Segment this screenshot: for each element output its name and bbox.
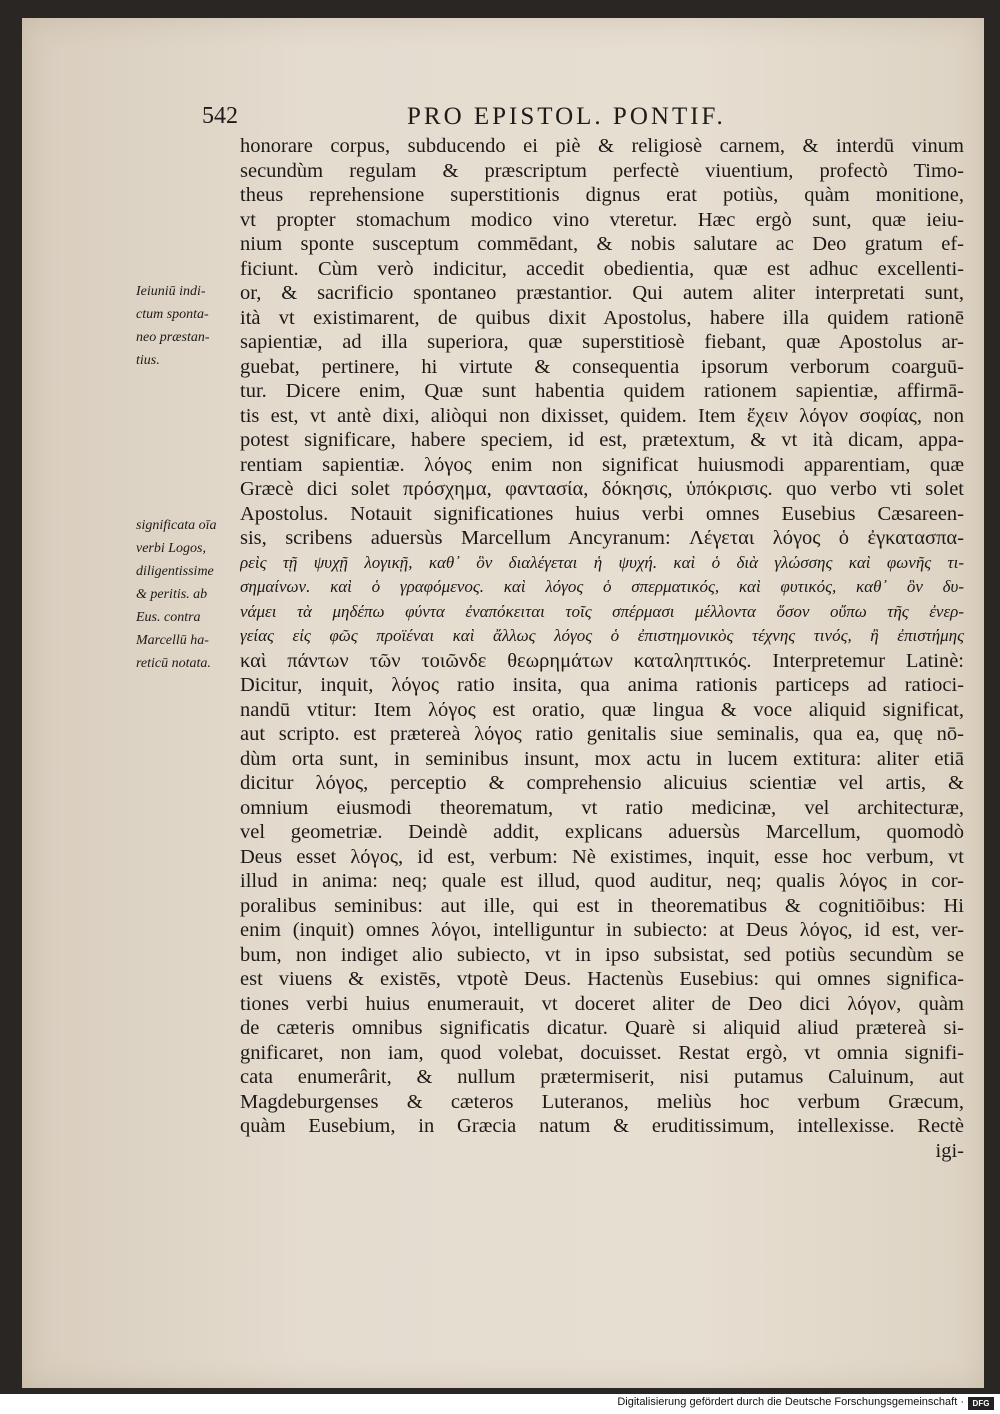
- text-line: ficiunt. Cùm verò indicitur, accedit obedientia, quæ est adhuc excellenti-: [240, 257, 964, 280]
- catchword: igi-: [935, 1139, 964, 1162]
- margin-note-line: Ieiuniū indi-: [136, 284, 206, 299]
- running-title: PRO EPISTOL. PONTIF.: [407, 103, 726, 130]
- margin-note-line: ctum sponta-: [136, 307, 209, 322]
- text-line: καὶ πάντων τῶν τοιῶνδε θεωρημάτων καταληπτικός. Interpretemur Latinè:: [240, 649, 964, 672]
- text-line: dicitur λόγος, perceptio & comprehensio alicuius scientiæ vel artis, &: [240, 772, 964, 794]
- text-line: tur. Dicere enim, Quæ sunt habentia quidem rationem sapientiæ, affirmā-: [240, 380, 964, 402]
- margin-note-line: & peritis. ab: [136, 587, 208, 602]
- margin-note-line: Marcellū ha-: [136, 633, 209, 648]
- text-line: secundùm regulam & præscriptum perfectè viuentium, profectò Timo-: [240, 159, 964, 182]
- text-line: theus reprehensione superstitionis dignus erat potiùs, quàm monitione,: [240, 184, 964, 206]
- margin-note-line: significata oīa: [136, 518, 217, 533]
- text-line: omnium eiusmodi theorematum, vt ratio medicinæ, vel architecturæ,: [240, 796, 964, 819]
- text-line: est viuens & existēs, vtpotè Deus. Hactenùs Eusebius: qui omnes significa-: [240, 968, 964, 990]
- margin-note-fasting: [136, 280, 236, 372]
- text-line: quàm Eusebium, in Græcia natum & eruditissimum, intellexisse. Rectè: [240, 1115, 964, 1137]
- page-number: 542: [202, 103, 238, 129]
- margin-note-logos: [136, 514, 236, 675]
- text-line: rentiam sapientiæ. λόγος enim non significat huiusmodi apparentiam, quæ: [240, 453, 964, 476]
- text-line: de cæteris omnibus significatis dicatur. Quarè si aliquid aliud prætereà si-: [240, 1017, 964, 1039]
- text-line: sis, scribens aduersùs Marcellum Ancyranum: Λέγεται λόγος ὁ ἐγκατασπα-: [240, 527, 964, 549]
- greek-quote-line: σημαίνων. καὶ ὁ γραφόμενος. καὶ λόγος ὁ σπερματικός, καὶ φυτικός, καθ᾽ ὃν δυ-: [240, 577, 964, 596]
- margin-note-line: neo præstan-: [136, 330, 210, 345]
- text-line: vel geometriæ. Deindè addit, explicans aduersùs Marcellum, quomodò: [240, 821, 964, 843]
- digitization-footer: [0, 1394, 1000, 1414]
- text-line: Apostolus. Notauit significationes huius verbi omnes Eusebius Cæsareen-: [240, 502, 964, 525]
- margin-note-line: reticū notata.: [136, 656, 211, 671]
- text-line: or, & sacrificio spontaneo præstantior. Qui autem aliter interpretati sunt,: [240, 282, 964, 304]
- body-text: [240, 134, 964, 1163]
- greek-quote-line: νάμει τὰ μηδέπω φύντα ἐναπόκειται τοῖς σπέρμασι μέλλοντα ὅσον οὔπω τῆς ἐνερ-: [240, 601, 964, 621]
- text-line: nium sponte susceptum commēdant, & nobis salutare ac Deo gratum ef-: [240, 233, 964, 255]
- text-line: vt propter stomachum modico vino vteretur. Hæc ergò sunt, quæ ieiu-: [240, 208, 964, 231]
- greek-quote-line: ρεὶς τῇ ψυχῇ λογικῇ, καθ᾽ ὃν διαλέγεται ἡ ψυχή. καὶ ὁ διὰ γλώσσης καὶ φωνῆς τι-: [240, 552, 964, 572]
- margin-note-line: verbi Logos,: [136, 541, 206, 556]
- greek-quote-line: γείας εἰς φῶς προϊέναι καὶ ἄλλως λόγος ὁ ἐπιστημονικὸς τέχνης τινός, ἢ ἐπιστήμης: [240, 626, 964, 645]
- text-line: dùm orta sunt, in seminibus insunt, mox actu in lucem extitura: aliter etiā: [240, 747, 964, 770]
- text-line: Deus esset λόγος, id est, verbum: Nè existimes, inquit, esse hoc verbum, vt: [240, 845, 964, 868]
- text-line: honorare corpus, subducendo ei piè & religiosè carnem, & interdū vinum: [240, 135, 964, 157]
- text-line: Magdeburgenses & cæteros Luteranos, meliùs hoc verbum Græcum,: [240, 1090, 964, 1113]
- text-line: ità vt existimarent, de quibus dixit Apostolus, habere illa quidem rationē: [240, 306, 964, 329]
- margin-note-line: diligentissime: [136, 564, 214, 579]
- text-line: guebat, pertinere, hi virtute & consequentia ipsorum verborum coarguū-: [240, 355, 964, 378]
- text-line: cata enumerârit, & nullum prætermiserit, nisi putamus Caluinum, aut: [240, 1066, 964, 1088]
- text-line: enim (inquit) omnes λόγοι, intelliguntur in subiecto: at Deus λόγος, id est, ver-: [240, 919, 964, 941]
- text-line: illud in anima: neq; quale est illud, quod auditur, neq; qualis λόγος in cor-: [240, 870, 964, 892]
- text-line: aut scripto. est prætereà λόγος ratio genitalis siue seminalis, qua ea, quę nō-: [240, 723, 964, 745]
- text-line: potest significare, habere speciem, id est, prætextum, & vt ità dicam, appa-: [240, 429, 964, 451]
- margin-note-line: Eus. contra: [136, 610, 201, 625]
- text-line: gnificaret, non iam, quod volebat, docuisset. Restat ergò, vt omnia signifi-: [240, 1041, 964, 1064]
- text-line: Dicitur, inquit, λόγος ratio insita, qua anima rationis particeps ad ratioci-: [240, 674, 964, 696]
- book-page: [22, 18, 984, 1388]
- text-line: poralibus seminibus: aut ille, qui est in theorematibus & cognitiōibus: Hi: [240, 894, 964, 917]
- text-line: bum, non indiget alio subiecto, vt in ipso subsistat, sed potiùs secundùm se: [240, 943, 964, 966]
- margin-note-line: tius.: [136, 353, 160, 368]
- dfg-logo: DFG: [968, 1397, 994, 1410]
- text-line: sapientiæ, ad illa superiora, quæ superstitiosè fiebant, quæ Apostolus ar-: [240, 331, 964, 353]
- text-line: nandū vtitur: Item λόγος est oratio, quæ lingua & voce aliquid significat,: [240, 698, 964, 721]
- text-line: tiones verbi huius enumerauit, vt doceret aliter de Deo dici λόγον, quàm: [240, 992, 964, 1015]
- text-line: Græcè dici solet πρόσχημα, φαντασία, δόκησις, ὑπόκρισις. quo verbo vti solet: [240, 478, 964, 500]
- text-line: tis est, vt antè dixi, aliòqui non dixisset, quidem. Item ἔχειν λόγον σοφίας, non: [240, 404, 964, 427]
- funding-credit: Digitalisierung gefördert durch die Deutsche Forschungsgemeinschaft ·: [617, 1396, 964, 1408]
